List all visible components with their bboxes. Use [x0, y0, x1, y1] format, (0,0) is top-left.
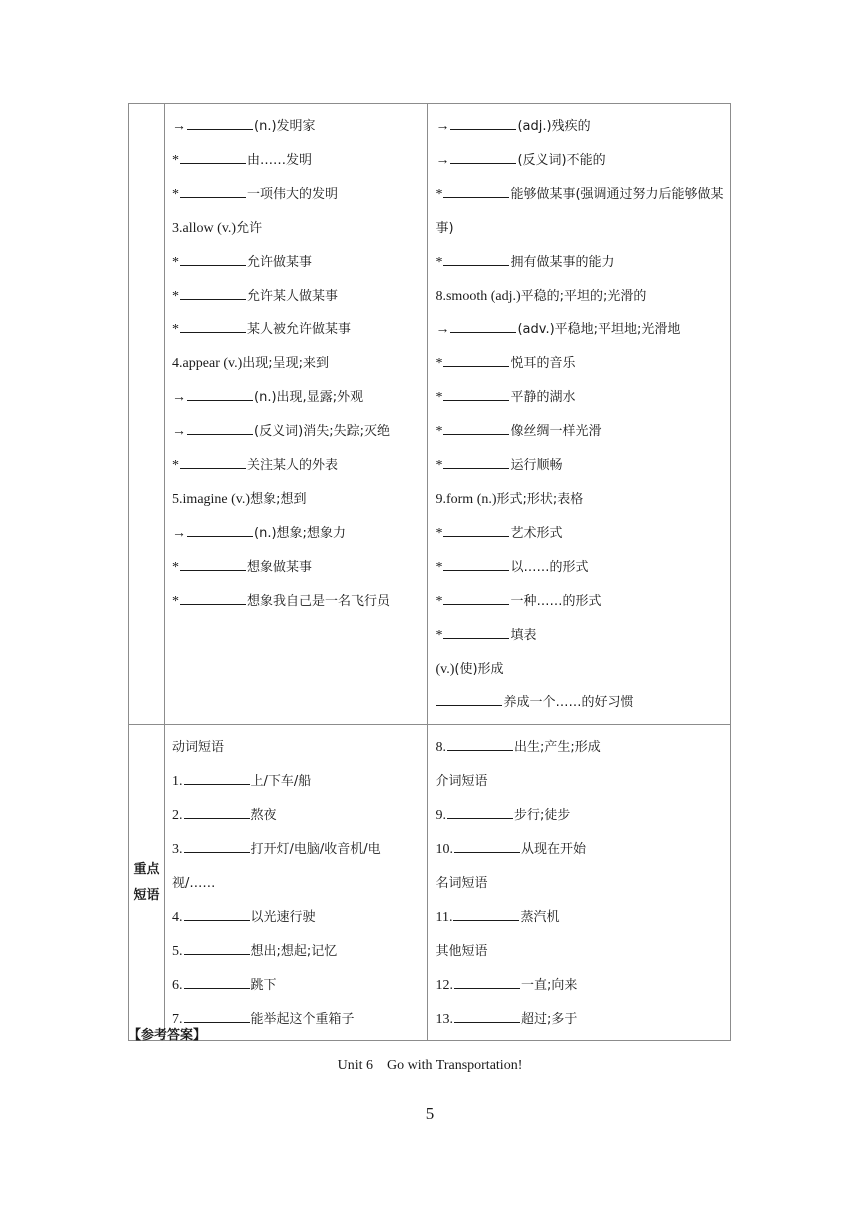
phrase-number: 7.: [172, 1011, 183, 1027]
phrase-label-text: [134, 862, 160, 903]
vocab-line: [435, 280, 724, 314]
vocab-line: [172, 110, 421, 144]
vocab-line: [435, 313, 724, 347]
phrase-number: 9.: [435, 808, 446, 824]
line-marker: *: [172, 254, 180, 270]
vocab-line: [172, 551, 421, 585]
line-text: 悦耳的音乐: [510, 356, 576, 372]
line-text: 关注某人的外表: [247, 458, 339, 474]
fill-blank: [447, 738, 513, 751]
line-marker: *: [172, 559, 180, 575]
fill-blank: [443, 185, 509, 198]
vocab-row: [129, 104, 731, 725]
line-text: 填表: [510, 627, 537, 643]
fill-blank: [453, 908, 519, 921]
fill-blank: [180, 151, 246, 164]
phrase-line: [172, 731, 421, 765]
phrase-text: 能举起这个重箱子: [250, 1011, 355, 1027]
phrase-line: [435, 799, 724, 833]
vocab-table: [128, 103, 731, 1041]
phrase-text: 上/下车/船: [250, 774, 312, 790]
line-marker: *: [172, 288, 180, 304]
vocab-line: [172, 415, 421, 449]
phrase-text: 出生;产生;形成: [513, 740, 601, 756]
line-marker: →: [172, 525, 187, 541]
word-head: 3.allow (v.): [172, 220, 237, 236]
vocab-line: [172, 347, 421, 381]
line-text: 想象我自己是一名飞行员: [247, 593, 391, 609]
vocab-line: [172, 212, 421, 246]
vocab-line: [172, 246, 421, 280]
line-text: 一种……的形式: [510, 593, 602, 609]
line-marker: *: [435, 458, 443, 474]
line-marker: *: [435, 186, 443, 202]
phrase-line: [435, 765, 724, 799]
fill-blank: [180, 558, 246, 571]
line-marker: *: [435, 356, 443, 372]
line-marker: *: [172, 186, 180, 202]
phrase-line: [172, 901, 421, 935]
line-marker: *: [435, 593, 443, 609]
line-text: (反义词)消失;失踪;灭绝: [254, 424, 390, 440]
fill-blank: [180, 253, 246, 266]
phrase-text: 一直;向来: [520, 977, 578, 993]
vocab-left-cell: [165, 104, 428, 725]
fill-blank: [184, 840, 250, 853]
phrase-line: [172, 833, 421, 901]
unit-title: Unit 6 Go with Transportation!: [337, 1058, 523, 1073]
word-meaning: 允许: [236, 220, 263, 236]
fill-blank: [436, 693, 502, 706]
line-marker: →: [172, 390, 187, 406]
label-part: 重点: [133, 861, 160, 877]
fill-blank: [184, 908, 250, 921]
phrase-line: [435, 731, 724, 765]
line-text: (n.)发明家: [254, 119, 316, 134]
vocab-line: [172, 144, 421, 178]
fill-blank: [184, 942, 250, 955]
label-part: 短语: [133, 887, 160, 903]
vocab-line: [172, 280, 421, 314]
line-marker: →: [172, 119, 187, 134]
fill-blank: [180, 287, 246, 300]
word-head: 5.imagine (v.): [172, 491, 251, 507]
line-text: (adv.)平稳地;平坦地;光滑地: [517, 322, 681, 338]
line-marker: →: [172, 424, 187, 440]
line-marker: *: [435, 254, 443, 270]
word-meaning: 形式;形状;表格: [496, 491, 584, 507]
fill-blank: [443, 388, 509, 401]
phrase-line: [172, 1003, 421, 1037]
phrase-category: 动词短语: [172, 740, 225, 756]
vocab-line: [435, 585, 724, 619]
phrase-text: 跳下: [250, 977, 277, 993]
phrase-category: 名词短语: [435, 875, 488, 891]
vocab-line: [435, 347, 724, 381]
phrase-text: 打开灯/电脑/收音机/电视/……: [172, 842, 381, 891]
phrase-category: 介词短语: [435, 774, 488, 790]
fill-blank: [454, 1010, 520, 1023]
fill-blank: [184, 772, 250, 785]
phrase-category: 其他短语: [435, 943, 488, 959]
vocab-right-cell: [428, 104, 731, 725]
fill-blank: [180, 320, 246, 333]
line-marker: *: [435, 525, 443, 541]
phrase-text: 蒸汽机: [520, 909, 560, 925]
phrase-number: 12.: [435, 977, 453, 993]
word-head: 8.smooth (adj.): [435, 288, 521, 304]
page-number: 5: [425, 1104, 435, 1123]
phrase-text: 步行;徒步: [513, 808, 571, 824]
line-text: (adj.)残疾的: [517, 119, 591, 134]
vocab-line: [435, 110, 724, 144]
fill-blank: [454, 840, 520, 853]
fill-blank: [450, 117, 516, 130]
line-text: 允许做某事: [247, 254, 313, 270]
vocab-line: [435, 144, 724, 178]
line-marker: *: [172, 152, 180, 168]
fill-blank: [443, 558, 509, 571]
phrase-text: 超过;多于: [520, 1011, 578, 1027]
line-text: 艺术形式: [510, 525, 563, 541]
fill-blank: [184, 806, 250, 819]
phrase-line: [435, 935, 724, 969]
line-text: 能够做某事(强调通过努力后能够做某事): [435, 186, 724, 236]
fill-blank: [180, 592, 246, 605]
phrase-text: 想出;想起;记忆: [250, 943, 338, 959]
phrase-line: [435, 901, 724, 935]
vocab-line: [172, 178, 421, 212]
phrase-text: 以光速行驶: [250, 909, 316, 925]
line-text: 像丝绸一样光滑: [510, 424, 602, 440]
word-meaning: 出现;呈现;来到: [242, 356, 330, 372]
phrase-text: 熬夜: [250, 808, 277, 824]
answer-heading: 【参考答案】: [128, 1028, 207, 1043]
phrase-side-label: [129, 725, 165, 1041]
phrase-line: [435, 1003, 724, 1037]
phrase-left-cell: [165, 725, 428, 1041]
phrase-number: 1.: [172, 774, 183, 790]
word-head: 4.appear (v.): [172, 356, 243, 372]
vocab-line: [172, 585, 421, 619]
vocab-line: [435, 483, 724, 517]
vocab-line: [435, 686, 724, 720]
fill-blank: [180, 185, 246, 198]
fill-blank: [187, 524, 253, 537]
line-marker: *: [435, 424, 443, 440]
vocab-side-cell: [129, 104, 165, 725]
vocab-line: [172, 449, 421, 483]
word-head: 9.form (n.): [435, 491, 497, 507]
phrase-number: 8.: [435, 740, 446, 756]
phrase-line: [172, 935, 421, 969]
line-marker: →: [435, 322, 450, 338]
fill-blank: [450, 320, 516, 333]
phrase-line: [172, 799, 421, 833]
vocab-line: [435, 415, 724, 449]
word-meaning: 想象;想到: [250, 491, 307, 507]
fill-blank: [443, 253, 509, 266]
phrase-number: 5.: [172, 943, 183, 959]
vocab-line: [172, 483, 421, 517]
vocab-line: [435, 551, 724, 585]
phrase-number: 13.: [435, 1011, 453, 1027]
vocab-line: [172, 313, 421, 347]
line-text: 一项伟大的发明: [247, 186, 339, 202]
line-text: (n.)想象;想象力: [254, 525, 346, 541]
fill-blank: [180, 456, 246, 469]
vocab-line: [435, 619, 724, 653]
word-meaning: 平稳的;平坦的;光滑的: [520, 288, 647, 304]
line-text: 平静的湖水: [510, 390, 576, 406]
word-meaning: (使)形成: [454, 661, 504, 677]
phrase-line: [435, 867, 724, 901]
word-head: (v.): [435, 661, 455, 677]
phrase-line: [435, 969, 724, 1003]
line-text: 由……发明: [247, 152, 313, 168]
line-marker: *: [435, 390, 443, 406]
fill-blank: [443, 422, 509, 435]
phrase-number: 6.: [172, 977, 183, 993]
line-text: 允许某人做某事: [247, 288, 339, 304]
line-marker: →: [435, 152, 450, 168]
phrase-right-cell: [428, 725, 731, 1041]
line-marker: *: [172, 593, 180, 609]
fill-blank: [443, 524, 509, 537]
line-text: (n.)出现,显露;外观: [254, 390, 364, 406]
phrase-number: 3.: [172, 842, 183, 858]
fill-blank: [187, 422, 253, 435]
line-text: 想象做某事: [247, 559, 313, 575]
fill-blank: [447, 806, 513, 819]
vocab-line: [435, 246, 724, 280]
phrase-number: 2.: [172, 808, 183, 824]
line-text: 以……的形式: [510, 559, 589, 575]
vocab-line: [435, 653, 724, 687]
line-marker: *: [172, 322, 180, 338]
phrase-number: 11.: [435, 909, 453, 925]
fill-blank: [184, 1010, 250, 1023]
vocab-line: [435, 517, 724, 551]
phrase-number: 4.: [172, 909, 183, 925]
phrase-number: 10.: [435, 842, 453, 858]
fill-blank: [450, 151, 516, 164]
vocab-line: [435, 381, 724, 415]
fill-blank: [443, 354, 509, 367]
fill-blank: [184, 976, 250, 989]
phrase-line: [172, 765, 421, 799]
fill-blank: [443, 456, 509, 469]
fill-blank: [443, 626, 509, 639]
line-marker: *: [435, 559, 443, 575]
line-text: 养成一个……的好习惯: [503, 695, 634, 711]
line-text: 某人被允许做某事: [247, 322, 352, 338]
fill-blank: [187, 117, 253, 130]
phrase-line: [172, 969, 421, 1003]
line-text: 拥有做某事的能力: [510, 254, 615, 270]
fill-blank: [187, 388, 253, 401]
line-text: 运行顺畅: [510, 458, 563, 474]
phrase-text: 从现在开始: [520, 842, 586, 858]
phrase-row: [129, 725, 731, 1041]
vocab-line: [172, 517, 421, 551]
vocab-line: [172, 381, 421, 415]
line-marker: *: [435, 627, 443, 643]
fill-blank: [454, 976, 520, 989]
fill-blank: [443, 592, 509, 605]
line-text: (反义词)不能的: [517, 152, 606, 168]
line-marker: *: [172, 458, 180, 474]
line-marker: →: [435, 119, 450, 134]
phrase-line: [435, 833, 724, 867]
vocab-line: [435, 449, 724, 483]
vocab-line: [435, 178, 724, 246]
